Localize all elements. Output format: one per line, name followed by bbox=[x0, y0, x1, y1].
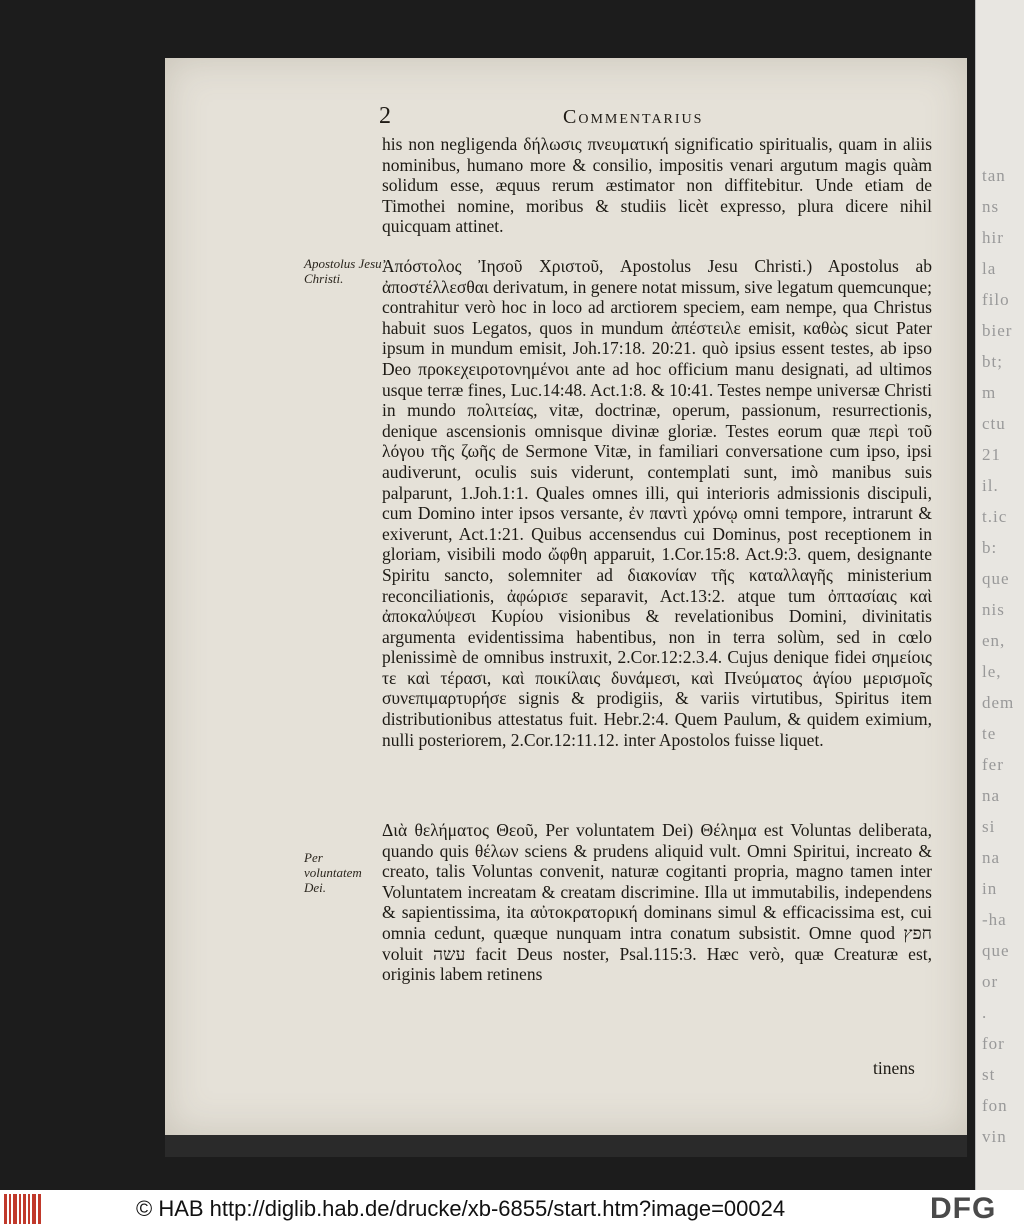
copyright-link[interactable]: © HAB http://diglib.hab.de/drucke/xb-6855/start.htm?image=00024 bbox=[136, 1196, 786, 1221]
paragraph-3-text: Διὰ θελήματος Θεοῦ, Per voluntatem Dei) Θέλημα est Voluntas deliberata, quando quis θέλων sciens & prudens aliquid vult. Omni Spiritui, increato & creato, talis Voluntas convenit, naturæ cogitanti propria, magno tamen inter Voluntatem increatam & creatam discrimine. Illa ut immutabilis, independens & sapientissima, ita αὐτοκρατορική dominans simul & efficacissima est, cui omnia cedunt, quæque nunquam intra conatum subsistit. Omne quod חפץ voluit עשה facit Deus noster, Psal.115:3. Hæc verò, quæ Creaturæ est, originis labem retinens bbox=[382, 820, 932, 985]
dfg-logo: DFG bbox=[930, 1192, 997, 1225]
paragraph-2 bbox=[382, 256, 932, 750]
page-shadow bbox=[165, 1135, 967, 1157]
page-header bbox=[165, 103, 967, 133]
barcode-icon bbox=[4, 1194, 46, 1224]
adjacent-page-edge bbox=[975, 0, 1024, 1190]
paragraph-1 bbox=[382, 134, 932, 237]
running-head: Commentarius bbox=[563, 106, 704, 128]
paragraph-2-text: Ἀπόστολος Ἰησοῦ Χριστοῦ, Apostolus Jesu Christi.) Apostolus ab ἀποστέλλεσθαι derivatum, in genere notat missum, sive legatum quemcunque; contrahitur verò hoc in loco ad arctiorem speciem, eam nempe, qua Christus habuit suos Legatos, quos in mundum ἀπέστειλε emisit, καθὼς sicut Pater ipsum in mundum emisit, Joh.17:18. 20:21. quò ipsius essent testes, ab ipso Deo προκεχειροτονημένοι ante ad hoc officium manu designati, ad ultimos usque terræ fines, Luc.14:48. Act.1:8. & 10:41. Testes nempe universæ Christi in mundo πολιτείας, vitæ, doctrinæ, operum, passionum, resurrectionis, denique ascensionis omnisque divinæ gloriæ. Testes eorum quæ περὶ τοῦ λόγου τῆς ζωῆς de Sermone Vitæ, in familiari conversatione cum ipso, ipsi audiverunt, oculis suis viderunt, contemplati sunt, imò manibus suis palparunt, 1.Joh.1:1. Quales omnes illi, qui interioris admissionis discipuli, cum Domino inter ipsos versante, ἐν παντὶ χρόνῳ omni tempore, intrarunt & exiverunt, Act.1:21. Quibus accensendus cui Dominus, post receptionem in gloriam, visibili modo ὤφθη apparuit, 1.Cor.15:8. Act.9:3. quem, designante Spiritu sancto, solemniter ad διακονίαν τῆς καταλλαγῆς ministerium reconciliationis, ἀφώρισε separavit, Act.13:2. atque tum ὀπτασίαις καὶ ἀποκαλύψεσι Κυρίου visionibus & revelationibus Domini, divinitatis argumenta evidentissima habentibus, non in terra solùm, sed in cœlo plenissimè de omnibus instruxit, 2.Cor.12:2.3.4. Cujus denique fidei σημείοις τε καὶ τέρασι, καὶ ποικίλαις δυνάμεσι, καὶ Πνεύματος ἁγίου μερισμοῖς συνεπιμαρτυρήσε signis & prodigiis, & variis virtutibus, Spiritus item distributionibus attestatus fuit. Hebr.2:4. Quem Paulum, & quidem eximium, nulli posteriorem, 2.Cor.12:11.12. inter Apostolos fuisse liquet. bbox=[382, 256, 932, 750]
paragraph-3 bbox=[382, 820, 932, 985]
margin-note-1: Apostolus Jesu Christi. bbox=[304, 256, 382, 286]
footer-bar bbox=[0, 1190, 1024, 1228]
catchword: tinens bbox=[873, 1058, 915, 1078]
book-page bbox=[165, 58, 967, 1135]
paragraph-1-text: his non negligenda δήλωσις πνευματική significatio spiritualis, quam in aliis nominibus, humano more & consilio, impositis venari argutum magis quàm solidum esse, æquus rerum æstimator non diffitebitur. Unde etiam de Timothei nomine, moribus & studiis licèt expresso, plura dicere nihil quicquam attinet. bbox=[382, 134, 932, 237]
adjacent-page-text: tan ns hir la filo bier bt; m ctu 21 il. t.ic b: que nis en, le, dem te fer na si na in -ha que or . for st fon vin bbox=[982, 166, 1015, 1146]
page-number: 2 bbox=[379, 103, 391, 129]
margin-note-2: Per voluntatem Dei. bbox=[304, 850, 362, 895]
